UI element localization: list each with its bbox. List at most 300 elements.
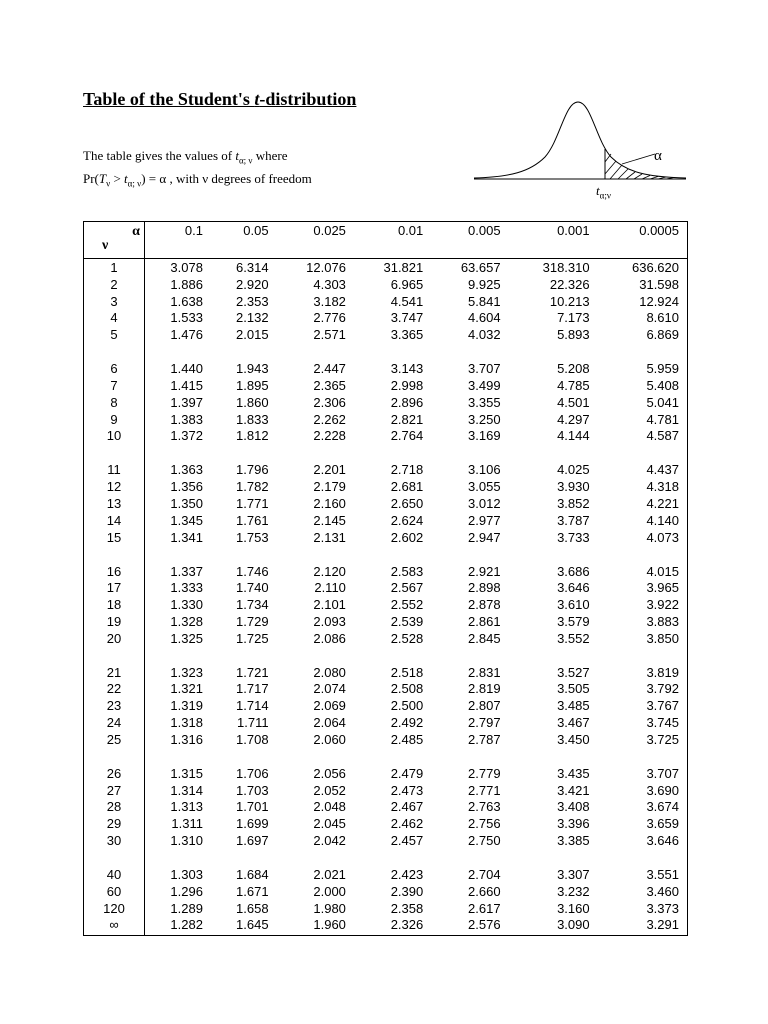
spacer-cell <box>598 749 688 765</box>
critical-value-cell: 2.048 <box>313 799 346 815</box>
critical-value-cell: 1.311 <box>171 816 203 832</box>
critical-value-cell: 1.782 <box>236 479 269 495</box>
critical-value-cell: 4.032 <box>468 327 501 343</box>
critical-value-cell: 3.373 <box>646 900 679 916</box>
critical-value-cell: 6.965 <box>390 276 424 292</box>
critical-value-cell: 2.763 <box>468 799 501 815</box>
table-row <box>84 681 688 698</box>
critical-value-cell: 2.467 <box>390 799 424 815</box>
critical-value-cell: 12.076 <box>306 260 346 275</box>
critical-value-cell: 2.353 <box>236 293 269 309</box>
critical-value-cell: 10.213 <box>549 293 590 309</box>
degrees-of-freedom-cell: 120 <box>84 901 145 918</box>
degrees-of-freedom-cell: 21 <box>84 664 145 682</box>
critical-value-cell: 1.337 <box>170 563 203 579</box>
critical-value-cell: 5.841 <box>468 293 501 309</box>
figure-t-subscript: α;ν <box>599 190 611 201</box>
critical-value-cell: 2.878 <box>468 597 501 613</box>
critical-value-cell: 1.533 <box>170 310 203 326</box>
critical-value-cell: 2.462 <box>390 816 424 832</box>
critical-value-cell: 1.415 <box>170 377 203 393</box>
critical-value-cell: 3.505 <box>557 681 590 697</box>
critical-value-cell: 1.372 <box>170 428 203 444</box>
critical-value-cell: 2.947 <box>468 529 501 545</box>
critical-value-cell: 1.440 <box>170 361 203 377</box>
alpha-header-symbol: α <box>132 224 140 239</box>
critical-value-cell: 1.356 <box>170 479 203 495</box>
critical-value-cell: 2.583 <box>390 563 424 579</box>
spacer-cell <box>354 546 431 562</box>
critical-value-cell: 1.833 <box>236 411 269 427</box>
critical-value-cell: 1.761 <box>236 512 269 528</box>
group-spacer <box>84 546 688 562</box>
critical-value-cell: 1.706 <box>236 765 269 781</box>
critical-value-cell: 2.485 <box>390 731 424 747</box>
critical-value-cell: 2.074 <box>313 681 346 697</box>
critical-value-cell: 5.041 <box>646 394 679 410</box>
critical-value-cell: 3.450 <box>557 731 590 747</box>
critical-value-cell: 4.015 <box>646 563 679 579</box>
alpha-column-header: 0.025 <box>277 222 354 259</box>
critical-value-cell: 2.045 <box>313 816 346 832</box>
spacer-cell <box>277 546 354 562</box>
critical-value-cell: 3.707 <box>646 765 679 781</box>
table-row <box>84 917 688 935</box>
desc-text: The table gives the values of <box>83 148 236 163</box>
critical-value-cell: 4.785 <box>557 377 590 393</box>
critical-value-cell: 3.385 <box>557 833 590 849</box>
critical-value-cell: 1.289 <box>170 900 203 916</box>
t-distribution-curve-figure <box>470 92 690 192</box>
degrees-of-freedom-cell: 40 <box>84 866 145 884</box>
critical-value-cell: 2.447 <box>313 361 346 377</box>
critical-value-cell: 4.144 <box>557 428 590 444</box>
critical-value-cell: 4.781 <box>646 411 679 427</box>
spacer-cell <box>211 850 277 866</box>
critical-value-cell: 3.707 <box>468 361 501 377</box>
spacer-cell <box>145 648 211 664</box>
group-spacer <box>84 445 688 461</box>
critical-value-cell: 2.617 <box>468 900 501 916</box>
critical-value-cell: 1.476 <box>170 327 203 343</box>
critical-value-cell: 2.145 <box>313 512 346 528</box>
desc-gt: > <box>110 171 125 186</box>
description-line-2 <box>83 171 312 189</box>
degrees-of-freedom-cell: 5 <box>84 327 145 344</box>
table-row <box>84 513 688 530</box>
critical-value-cell: 1.658 <box>236 900 269 916</box>
spacer-cell <box>145 546 211 562</box>
desc-t-subscript: α; ν <box>238 155 253 166</box>
table-row <box>84 833 688 850</box>
degrees-of-freedom-cell: 17 <box>84 580 145 597</box>
table-row <box>84 461 688 479</box>
critical-value-cell: 3.250 <box>468 411 501 427</box>
critical-value-cell: 1.699 <box>236 816 269 832</box>
critical-value-cell: 1.303 <box>170 867 203 883</box>
critical-value-cell: 2.845 <box>468 630 501 646</box>
spacer-cell <box>598 546 688 562</box>
degrees-of-freedom-cell: 3 <box>84 294 145 311</box>
table-row <box>84 428 688 445</box>
spacer-cell <box>598 445 688 461</box>
critical-value-cell: 2.920 <box>236 276 269 292</box>
critical-value-cell: 3.090 <box>557 917 590 933</box>
critical-value-cell: 1.282 <box>170 917 203 933</box>
table-row <box>84 901 688 918</box>
description-line-1 <box>83 148 288 166</box>
critical-value-cell: 2.069 <box>313 698 346 714</box>
critical-value-cell: 1.318 <box>170 715 203 731</box>
table-row <box>84 277 688 294</box>
critical-value-cell: 1.796 <box>236 462 269 478</box>
spacer-cell <box>509 445 598 461</box>
degrees-of-freedom-cell: 16 <box>84 563 145 581</box>
critical-value-cell: 2.518 <box>390 664 424 680</box>
degrees-of-freedom-cell: 6 <box>84 360 145 378</box>
critical-value-cell: 4.025 <box>557 462 590 478</box>
critical-value-cell: 3.143 <box>390 361 424 377</box>
critical-value-cell: 2.326 <box>390 917 424 933</box>
critical-value-cell: 3.747 <box>390 310 424 326</box>
critical-value-cell: 2.052 <box>313 782 346 798</box>
critical-value-cell: 1.345 <box>170 512 203 528</box>
critical-value-cell: 4.303 <box>313 276 346 292</box>
table-row <box>84 259 688 277</box>
table-row <box>84 395 688 412</box>
critical-value-cell: 2.101 <box>313 597 346 613</box>
critical-value-cell: 3.106 <box>468 462 501 478</box>
figure-t-symbol: t <box>596 183 600 198</box>
spacer-cell <box>354 445 431 461</box>
table-row <box>84 884 688 901</box>
spacer-cell <box>211 445 277 461</box>
critical-value-cell: 2.064 <box>313 715 346 731</box>
critical-value-cell: 2.821 <box>390 411 424 427</box>
critical-value-cell: 3.169 <box>468 428 501 444</box>
degrees-of-freedom-cell: 15 <box>84 530 145 547</box>
spacer-cell <box>354 850 431 866</box>
critical-value-cell: 1.740 <box>236 580 269 596</box>
critical-value-cell: 2.756 <box>468 816 501 832</box>
critical-value-cell: 4.073 <box>646 529 679 545</box>
degrees-of-freedom-cell: 14 <box>84 513 145 530</box>
table-row <box>84 664 688 682</box>
table-row <box>84 378 688 395</box>
critical-value-cell: 3.527 <box>557 664 590 680</box>
degrees-of-freedom-cell: 20 <box>84 631 145 648</box>
critical-value-cell: 3.551 <box>646 867 679 883</box>
critical-value-cell: 2.704 <box>468 867 501 883</box>
spacer-cell <box>431 749 508 765</box>
critical-value-cell: 4.604 <box>468 310 501 326</box>
degrees-of-freedom-cell: 9 <box>84 412 145 429</box>
spacer-cell <box>598 850 688 866</box>
alpha-column-header: 0.05 <box>211 222 277 259</box>
spacer-cell <box>431 546 508 562</box>
critical-value-cell: 2.131 <box>313 529 346 545</box>
critical-value-cell: 2.571 <box>313 327 346 343</box>
critical-value-cell: 31.821 <box>383 260 424 275</box>
critical-value-cell: 2.056 <box>313 765 346 781</box>
critical-value-cell: 4.501 <box>557 394 590 410</box>
degrees-of-freedom-cell: 13 <box>84 496 145 513</box>
critical-value-cell: 1.316 <box>170 731 203 747</box>
alpha-column-header: 0.001 <box>509 222 598 259</box>
critical-value-cell: 636.620 <box>632 260 679 275</box>
spacer-cell <box>145 850 211 866</box>
critical-value-cell: 3.659 <box>646 816 679 832</box>
critical-value-cell: 5.408 <box>646 377 679 393</box>
critical-value-cell: 3.182 <box>313 293 346 309</box>
critical-value-cell: 3.883 <box>646 613 679 629</box>
spacer-cell <box>277 648 354 664</box>
group-spacer <box>84 344 688 360</box>
spacer-cell <box>277 445 354 461</box>
critical-value-cell: 2.718 <box>390 462 424 478</box>
page-title <box>83 89 356 110</box>
critical-value-cell: 2.898 <box>468 580 501 596</box>
critical-value-cell: 4.140 <box>646 512 679 528</box>
critical-value-cell: 8.610 <box>646 310 679 326</box>
t-distribution-table <box>83 221 688 936</box>
critical-value-cell: 1.960 <box>313 917 346 933</box>
critical-value-cell: 2.201 <box>313 462 346 478</box>
critical-value-cell: 5.208 <box>557 361 590 377</box>
table-row <box>84 479 688 496</box>
critical-value-cell: 3.307 <box>557 867 590 883</box>
critical-value-cell: 1.729 <box>236 613 269 629</box>
critical-value-cell: 1.363 <box>170 462 203 478</box>
critical-value-cell: 2.423 <box>390 867 424 883</box>
critical-value-cell: 2.508 <box>390 681 424 697</box>
spacer-cell <box>277 850 354 866</box>
critical-value-cell: 2.660 <box>468 883 501 899</box>
degrees-of-freedom-cell: 7 <box>84 378 145 395</box>
spacer-cell <box>277 344 354 360</box>
critical-value-cell: 2.681 <box>390 479 424 495</box>
spacer-cell <box>84 648 145 664</box>
critical-value-cell: 3.787 <box>557 512 590 528</box>
critical-value-cell: 2.492 <box>390 715 424 731</box>
critical-value-cell: 2.576 <box>468 917 501 933</box>
critical-value-cell: 1.684 <box>236 867 269 883</box>
degrees-of-freedom-cell: 1 <box>84 259 145 277</box>
critical-value-cell: 2.390 <box>390 883 424 899</box>
critical-value-cell: 2.750 <box>468 833 501 849</box>
table-row <box>84 530 688 547</box>
critical-value-cell: 2.000 <box>313 883 346 899</box>
critical-value-cell: 1.333 <box>170 580 203 596</box>
table-body <box>84 259 688 936</box>
spacer-cell <box>509 344 598 360</box>
spacer-cell <box>277 749 354 765</box>
critical-value-cell: 7.173 <box>557 310 590 326</box>
critical-value-cell: 1.703 <box>236 782 269 798</box>
degrees-of-freedom-cell: 29 <box>84 816 145 833</box>
critical-value-cell: 1.315 <box>170 765 203 781</box>
spacer-cell <box>211 749 277 765</box>
critical-value-cell: 2.120 <box>313 563 346 579</box>
degrees-of-freedom-cell: 26 <box>84 765 145 783</box>
table-row <box>84 597 688 614</box>
group-spacer <box>84 850 688 866</box>
degrees-of-freedom-cell: 27 <box>84 783 145 800</box>
critical-value-cell: 2.160 <box>313 495 346 511</box>
spacer-cell <box>84 445 145 461</box>
degrees-of-freedom-cell: 60 <box>84 884 145 901</box>
spacer-cell <box>598 648 688 664</box>
table-row <box>84 732 688 749</box>
critical-value-cell: 2.110 <box>314 580 346 596</box>
table-row <box>84 563 688 581</box>
spacer-cell <box>431 344 508 360</box>
critical-value-cell: 1.319 <box>170 698 203 714</box>
desc-text-end: where <box>252 148 288 163</box>
alpha-column-header: 0.01 <box>354 222 431 259</box>
spacer-cell <box>509 850 598 866</box>
critical-value-cell: 3.930 <box>557 479 590 495</box>
corner-cell <box>84 222 145 259</box>
title-suffix: -distribution <box>259 89 357 109</box>
critical-value-cell: 1.711 <box>237 715 269 731</box>
critical-value-cell: 2.306 <box>313 394 346 410</box>
critical-value-cell: 2.086 <box>313 630 346 646</box>
critical-value-cell: 3.232 <box>557 883 590 899</box>
degrees-of-freedom-cell: 25 <box>84 732 145 749</box>
critical-value-cell: 31.598 <box>639 276 679 292</box>
critical-value-cell: 2.977 <box>468 512 501 528</box>
critical-value-cell: 3.579 <box>557 613 590 629</box>
degrees-of-freedom-cell: 30 <box>84 833 145 850</box>
table-row <box>84 496 688 513</box>
critical-value-cell: 3.460 <box>646 883 679 899</box>
critical-value-cell: 2.998 <box>390 377 424 393</box>
critical-value-cell: 1.812 <box>236 428 269 444</box>
critical-value-cell: 1.725 <box>236 630 269 646</box>
table-row <box>84 816 688 833</box>
critical-value-cell: 1.310 <box>170 833 203 849</box>
critical-value-cell: 318.310 <box>542 260 590 275</box>
table-row <box>84 294 688 311</box>
figure-alpha-label: α <box>654 148 662 164</box>
critical-value-cell: 4.297 <box>557 411 590 427</box>
critical-value-cell: 1.321 <box>170 681 203 697</box>
spacer-cell <box>509 648 598 664</box>
critical-value-cell: 3.610 <box>557 597 590 613</box>
critical-value-cell: 5.959 <box>646 361 679 377</box>
critical-value-cell: 2.021 <box>313 867 346 883</box>
nu-header-symbol: ν <box>102 238 109 253</box>
critical-value-cell: 4.541 <box>390 293 424 309</box>
table-row <box>84 327 688 344</box>
critical-value-cell: 2.479 <box>390 765 424 781</box>
critical-value-cell: 3.850 <box>646 630 679 646</box>
degrees-of-freedom-cell: 8 <box>84 395 145 412</box>
spacer-cell <box>84 749 145 765</box>
spacer-cell <box>145 749 211 765</box>
critical-value-cell: 4.437 <box>646 462 679 478</box>
table-header-row <box>84 222 688 259</box>
table-row <box>84 866 688 884</box>
critical-value-cell: 4.318 <box>646 479 679 495</box>
critical-value-cell: 2.771 <box>468 782 501 798</box>
critical-value-cell: 2.779 <box>468 765 501 781</box>
critical-value-cell: 1.771 <box>236 495 269 511</box>
alpha-pointer <box>622 154 655 164</box>
desc-t2-symbol: t <box>124 171 128 186</box>
degrees-of-freedom-cell: 23 <box>84 698 145 715</box>
degrees-of-freedom-cell: 19 <box>84 614 145 631</box>
critical-value-cell: 2.500 <box>390 698 424 714</box>
critical-value-cell: 1.397 <box>170 394 203 410</box>
critical-value-cell: 1.645 <box>236 917 269 933</box>
critical-value-cell: 3.365 <box>390 327 424 343</box>
title-text: Table of the Student's <box>83 89 255 109</box>
spacer-cell <box>354 344 431 360</box>
critical-value-cell: 2.764 <box>390 428 424 444</box>
table-row <box>84 580 688 597</box>
critical-value-cell: 2.262 <box>313 411 346 427</box>
degrees-of-freedom-cell: 28 <box>84 799 145 816</box>
critical-value-cell: 1.313 <box>170 799 203 815</box>
critical-value-cell: 2.819 <box>468 681 501 697</box>
critical-value-cell: 22.326 <box>549 276 590 292</box>
table-row <box>84 412 688 429</box>
critical-value-cell: 1.325 <box>170 630 203 646</box>
critical-value-cell: 2.042 <box>313 833 346 849</box>
critical-value-cell: 1.323 <box>170 664 203 680</box>
table-row <box>84 799 688 816</box>
table-row <box>84 765 688 783</box>
figure-t-label <box>596 183 611 201</box>
critical-value-cell: 3.792 <box>646 681 679 697</box>
critical-value-cell: 2.473 <box>390 782 424 798</box>
spacer-cell <box>431 445 508 461</box>
critical-value-cell: 1.341 <box>170 529 203 545</box>
critical-value-cell: 3.160 <box>557 900 590 916</box>
critical-value-cell: 3.733 <box>557 529 590 545</box>
degrees-of-freedom-cell: 10 <box>84 428 145 445</box>
critical-value-cell: 1.296 <box>170 883 203 899</box>
table-row <box>84 614 688 631</box>
critical-value-cell: 3.819 <box>646 664 679 680</box>
degrees-of-freedom-cell: 4 <box>84 310 145 327</box>
critical-value-cell: 1.721 <box>236 664 269 680</box>
critical-value-cell: 2.861 <box>468 613 501 629</box>
table-row <box>84 783 688 800</box>
table-row <box>84 698 688 715</box>
critical-value-cell: 1.383 <box>170 411 203 427</box>
critical-value-cell: 3.674 <box>646 799 679 815</box>
critical-value-cell: 3.291 <box>646 917 679 933</box>
critical-value-cell: 9.925 <box>468 276 501 292</box>
critical-value-cell: 3.690 <box>646 782 679 798</box>
critical-value-cell: 3.408 <box>557 799 590 815</box>
spacer-cell <box>84 344 145 360</box>
desc-T-subscript: ν <box>106 178 111 189</box>
critical-value-cell: 1.746 <box>236 563 269 579</box>
title-italic-t: t <box>254 89 260 109</box>
critical-value-cell: 3.499 <box>468 377 501 393</box>
critical-value-cell: 2.650 <box>390 495 424 511</box>
desc-pr: Pr( <box>83 171 99 186</box>
critical-value-cell: 1.980 <box>313 900 346 916</box>
critical-value-cell: 1.753 <box>236 529 269 545</box>
critical-value-cell: 3.435 <box>557 765 590 781</box>
critical-value-cell: 1.860 <box>236 394 269 410</box>
spacer-cell <box>354 648 431 664</box>
